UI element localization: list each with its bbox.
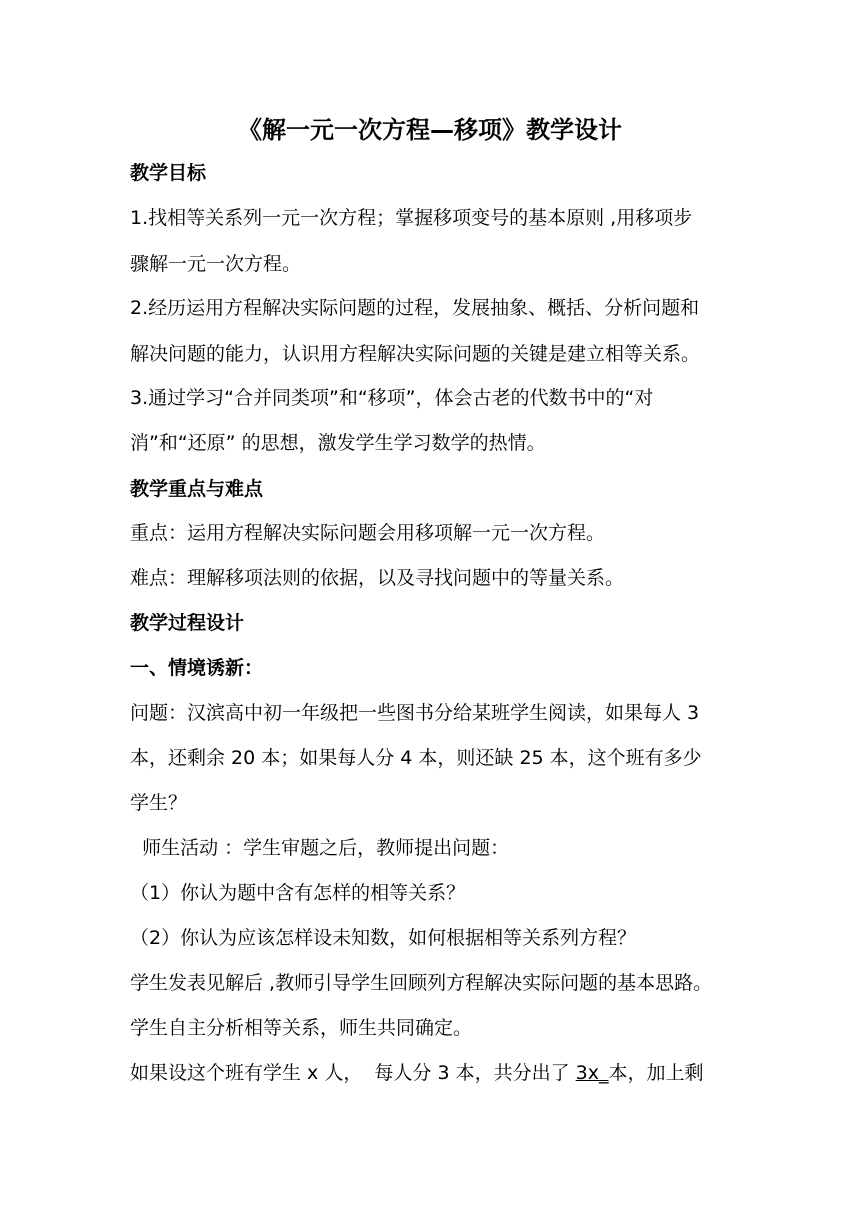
discussion-line2: 学生自主分析相等关系，师生共同确定。 <box>130 1017 473 1039</box>
last-line-after: 本，加上剩 <box>608 1062 704 1084</box>
activity-line: 师生活动 ：学生审题之后，教师提出问题： <box>130 837 510 859</box>
part1-heading: 一、情境诱新： <box>130 657 264 679</box>
problem-line1: 问题：汉滨高中初一年级把一些图书分给某班学生阅读，如果每人 3 <box>130 702 700 724</box>
goal3-line1: 3.通过学习“合并同类项”和“移项”，体会古老的代数书中的“对 <box>130 387 654 409</box>
discussion-line1: 学生发表见解后 ,教师引导学生回顾列方程解决实际问题的基本思路。 <box>130 972 713 994</box>
goal2-line1: 2.经历运用方程解决实际问题的过程，发展抽象、概括、分析问题和 <box>130 297 700 319</box>
question2: （2）你认为应该怎样设未知数，如何根据相等关系列方程？ <box>130 927 637 949</box>
problem-line2: 本，还剩余 20 本；如果每人分 4 本，则还缺 25 本，这个班有多少 <box>130 747 702 769</box>
last-line <box>130 1060 740 1086</box>
question1: （1）你认为题中含有怎样的相等关系？ <box>130 882 466 904</box>
problem-line3: 学生？ <box>130 792 188 814</box>
key-heading: 教学重点与难点 <box>130 478 264 500</box>
goal3-line2: 消”和“还原” 的思想，激发学生学习数学的热情。 <box>130 432 546 454</box>
last-line-before: 如果设这个班有学生 x 人， 每人分 3 本，共分出了 <box>130 1062 576 1084</box>
key-point: 重点：运用方程解决实际问题会用移项解一元一次方程。 <box>130 522 606 544</box>
goal2-line2: 解决问题的能力，认识用方程解决实际问题的关键是建立相等关系。 <box>130 343 701 365</box>
goal1-line1: 1.找相等关系列一元一次方程；掌握移项变号的基本原则 ,用移项步 <box>130 207 693 229</box>
document-title: 《解一元一次方程—移项》教学设计 <box>238 116 622 144</box>
goal1-line2: 骤解一元一次方程。 <box>130 253 302 275</box>
goals-heading: 教学目标 <box>130 162 207 184</box>
difficulty: 难点：理解移项法则的依据，以及寻找问题中的等量关系。 <box>130 567 625 589</box>
underlined-answer: 3x_ <box>575 1062 609 1084</box>
process-heading: 教学过程设计 <box>130 612 245 634</box>
